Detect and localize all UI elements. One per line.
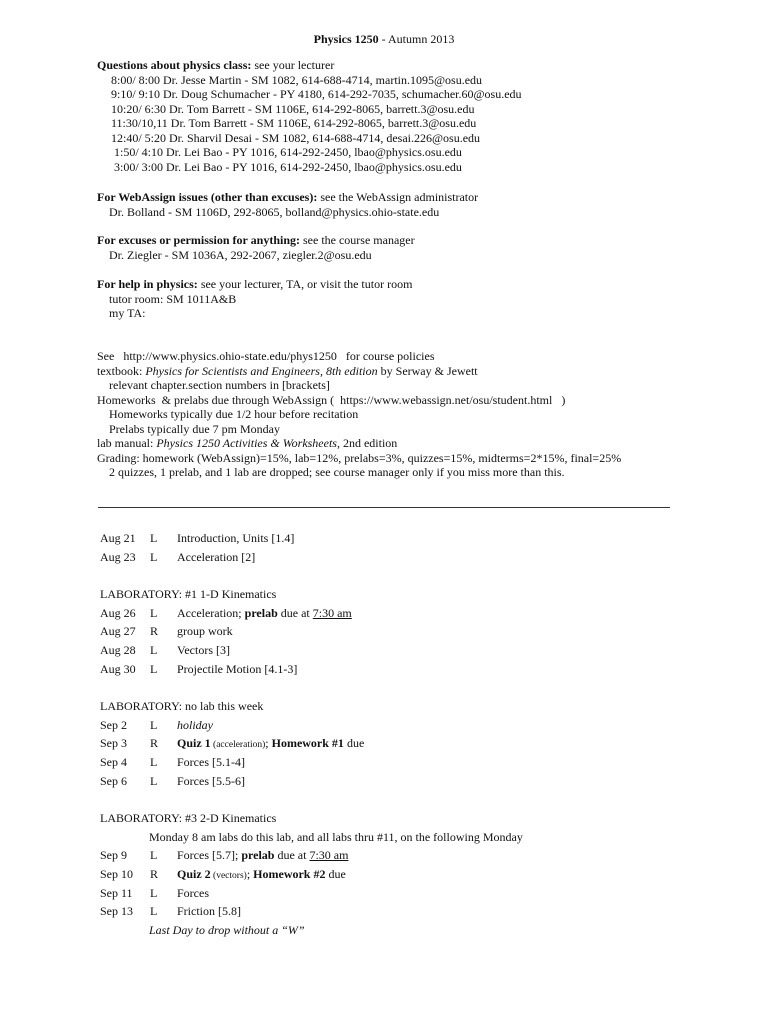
schedule-row: [100, 753, 660, 772]
row-type: L: [150, 773, 158, 788]
row-type: L: [150, 717, 158, 732]
course-name: Physics 1250: [313, 32, 379, 46]
questions-text: see your lecturer: [251, 58, 335, 72]
excuses-label: For excuses or permission for anything:: [97, 233, 300, 247]
homework-label: Homework #1: [271, 736, 344, 751]
questions-section: [97, 58, 737, 174]
webassign-section: [97, 190, 737, 219]
page-title: [0, 32, 768, 47]
homework-label: Homework #2: [253, 867, 326, 882]
row-topic: Acceleration [2]: [177, 549, 256, 564]
lecturer-line: 8:00/ 8:00 Dr. Jesse Martin - SM 1082, 614-688-4714, martin.1095@osu.edu: [111, 72, 483, 87]
schedule-week-4: [100, 809, 660, 940]
dropped-note: 2 quizzes, 1 prelab, and 1 lab are dropped; see course manager only if you miss more than this.: [109, 465, 565, 479]
row-date: Sep 3: [100, 736, 127, 751]
grading-line: Grading: homework (WebAssign)=15%, lab=12%, prelabs=3%, quizzes=15%, midterms=2*15%, final=25%: [97, 450, 622, 465]
row-topic: Vectors [3]: [177, 643, 230, 658]
row-topic: Friction [5.8]: [177, 904, 241, 919]
row-date: Sep 13: [100, 904, 133, 919]
quiz-label: Quiz 1: [177, 736, 211, 751]
row-type: L: [150, 848, 158, 863]
topic-text: Acceleration;: [177, 605, 245, 620]
schedule-row: [100, 641, 660, 660]
course-term: - Autumn 2013: [378, 32, 455, 46]
row-date: Sep 11: [100, 885, 133, 900]
excuses-section: [97, 233, 737, 262]
textbook-line: [97, 364, 737, 379]
my-ta: my TA:: [109, 306, 146, 320]
quiz-label: Quiz 2: [177, 867, 211, 882]
row-date: Aug 23: [100, 549, 136, 564]
schedule-row: [100, 865, 660, 884]
schedule-row: [100, 846, 660, 865]
row-date: Aug 30: [100, 661, 136, 676]
row-topic: Forces [5.5-6]: [177, 773, 245, 788]
webassign-text: see the WebAssign administrator: [317, 190, 479, 204]
row-type: L: [150, 661, 158, 676]
row-topic: group work: [177, 624, 233, 639]
lecturer-line: 10:20/ 6:30 Dr. Tom Barrett - SM 1106E, 614-292-8065, barrett.3@osu.edu: [111, 101, 475, 116]
textbook-title: Physics for Scientists and Engineers, 8th edition: [145, 363, 378, 378]
schedule-row: [100, 660, 660, 679]
row-type: L: [150, 531, 158, 545]
homeworks-line: Homeworks & prelabs due through WebAssign ( https://www.webassign.net/osu/student.html ): [97, 392, 566, 407]
prelab-due-note: Prelabs typically due 7 pm Monday: [109, 421, 280, 436]
lab-heading: LABORATORY: #1 1-D Kinematics: [100, 587, 277, 601]
section-divider: [98, 507, 670, 508]
help-section: [97, 277, 737, 321]
lab-manual-suffix: , 2nd edition: [336, 436, 398, 450]
row-topic: Forces: [177, 885, 209, 900]
schedule-row: [100, 734, 660, 753]
due-time: 7:30 am: [312, 605, 352, 620]
topic-text: ;: [265, 736, 272, 751]
excuses-text: see the course manager: [300, 233, 415, 247]
row-date: Sep 2: [100, 717, 127, 732]
lab-manual-title: Physics 1250 Activities & Worksheets: [156, 436, 337, 450]
schedule-week-2: [100, 585, 660, 678]
lecturer-line: 1:50/ 4:10 Dr. Lei Bao - PY 1016, 614-292-2450, lbao@physics.osu.edu: [111, 145, 462, 159]
help-text: see your lecturer, TA, or visit the tutor room: [197, 277, 413, 291]
row-date: Sep 6: [100, 773, 127, 788]
textbook-prefix: textbook:: [97, 363, 146, 378]
schedule-row: [100, 902, 660, 921]
schedule-week-3: [100, 697, 660, 790]
course-info: [97, 349, 737, 480]
row-type: R: [150, 867, 159, 882]
lab-manual-line: [97, 436, 737, 451]
row-type: L: [150, 549, 158, 564]
schedule-row: [100, 716, 660, 735]
schedule-row: [100, 772, 660, 791]
row-date: Sep 4: [100, 755, 127, 770]
schedule-row: [100, 604, 660, 623]
prelab-label: prelab: [244, 605, 278, 620]
row-date: Aug 26: [100, 605, 136, 620]
webassign-label: For WebAssign issues (other than excuses):: [97, 190, 318, 204]
row-date: Aug 21: [100, 531, 136, 545]
homework-due-note: Homeworks typically due 1/2 hour before recitation: [109, 407, 359, 421]
last-day-note: Last Day to drop without a “W”: [149, 923, 305, 938]
topic-text: due: [325, 867, 346, 882]
row-type: R: [150, 736, 159, 751]
textbook-suffix: by Serway & Jewett: [377, 363, 478, 378]
schedule-row: [100, 884, 660, 903]
row-type: L: [150, 605, 158, 620]
schedule-row: [100, 548, 660, 567]
topic-text: Forces [5.7];: [177, 848, 242, 863]
due-time: 7:30 am: [309, 848, 349, 863]
lab-heading: LABORATORY: no lab this week: [100, 699, 264, 713]
row-topic: Forces [5.1-4]: [177, 755, 245, 770]
row-date: Sep 10: [100, 867, 133, 882]
schedule: [100, 529, 660, 566]
row-topic: [177, 865, 346, 886]
webassign-contact: Dr. Bolland - SM 1106D, 292-8065, bolland@physics.ohio-state.edu: [109, 204, 440, 219]
row-date: Aug 27: [100, 624, 136, 639]
row-type: L: [150, 643, 158, 658]
topic-text: due at: [274, 848, 310, 863]
lab-manual-prefix: lab manual:: [97, 436, 157, 450]
lecturer-line: 9:10/ 9:10 Dr. Doug Schumacher - PY 4180, 614-292-7035, schumacher.60@osu.edu: [111, 87, 522, 101]
lab-heading: LABORATORY: #3 2-D Kinematics: [100, 811, 277, 825]
quiz-topic: (vectors): [210, 871, 247, 882]
tutor-room: tutor room: SM 1011A&B: [109, 291, 237, 306]
lab-note: Monday 8 am labs do this lab, and all labs thru #11, on the following Monday: [149, 829, 523, 844]
row-type: L: [150, 885, 158, 900]
row-date: Aug 28: [100, 643, 136, 658]
lecturer-line: 12:40/ 5:20 Dr. Sharvil Desai - SM 1082, 614-688-4714, desai.226@osu.edu: [111, 130, 481, 145]
quiz-topic: (acceleration): [210, 740, 266, 751]
questions-label: Questions about physics class:: [97, 58, 252, 72]
topic-text: due: [343, 736, 365, 751]
row-type: L: [150, 755, 158, 770]
schedule-row: [100, 529, 660, 548]
row-topic: [177, 734, 364, 755]
prelab-label: prelab: [241, 848, 275, 863]
row-type: L: [150, 904, 158, 919]
row-date: Sep 9: [100, 848, 127, 863]
topic-text: due at: [277, 605, 313, 620]
excuses-contact: Dr. Ziegler - SM 1036A, 292-2067, ziegler.2@osu.edu: [109, 247, 372, 262]
chapters-note: relevant chapter.section numbers in [brackets]: [109, 378, 330, 392]
schedule-row: [100, 622, 660, 641]
lecturer-line: 11:30/10,11 Dr. Tom Barrett - SM 1106E, 614-292-8065, barrett.3@osu.edu: [111, 116, 477, 130]
row-topic: [177, 604, 352, 623]
lecturer-line: 3:00/ 3:00 Dr. Lei Bao - PY 1016, 614-292-2450, lbao@physics.osu.edu: [111, 159, 462, 174]
row-topic: Introduction, Units [1.4]: [177, 531, 295, 545]
row-topic: holiday: [177, 717, 213, 732]
row-topic: [177, 846, 348, 865]
policies-link-line: See http://www.physics.ohio-state.edu/phys1250 for course policies: [97, 349, 435, 363]
topic-text: ;: [246, 867, 254, 882]
row-topic: Projectile Motion [4.1-3]: [177, 661, 298, 676]
row-type: R: [150, 624, 159, 639]
help-label: For help in physics:: [97, 277, 198, 291]
